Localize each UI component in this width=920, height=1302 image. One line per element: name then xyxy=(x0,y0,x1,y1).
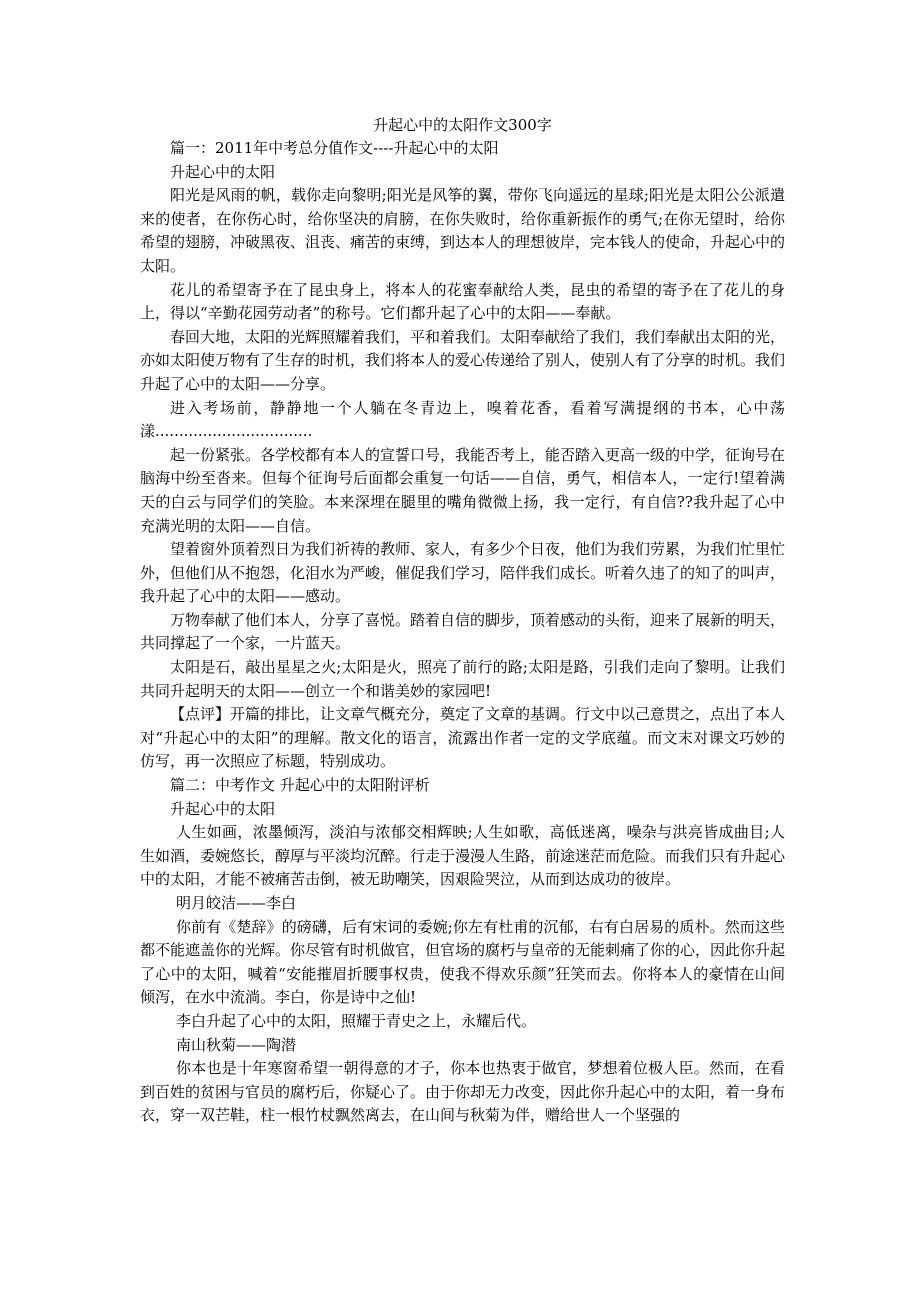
part1-heading: 篇一：2011年中考总分值作文----升起心中的太阳 xyxy=(170,139,499,157)
section-libai-paragraph: 你前有《楚辞》的磅礴，后有宋词的委婉;你左有杜甫的沉郁，右有白居易的质朴。然而这些都不能遮盖你的光辉。你尽管有时机做官，但官场的腐朽与皇帝的无能刺痛了你的心，因此你升起了心中的太阳，喊着“安能摧眉折腰事权贵，使我不得欢乐颜”狂笑而去。你将本人的豪情在山间倾泻，在水中流淌。李白，你是诗中之仙! xyxy=(140,917,786,1007)
part1-paragraph: 太阳是石，敲出星星之火;太阳是火，照亮了前行的路;太阳是路，引我们走向了黎明。让我们共同升起明天的太阳——创立一个和谐美妙的家园吧! xyxy=(140,658,785,700)
document-title: 升起心中的太阳作文300字 xyxy=(373,116,552,134)
part1-review: 【点评】开篇的排比，让文章气概充分，奠定了文章的基调。行文中以己意贯之，点出了本人对“升起心中的太阳”的理解。散文化的语言，流露出作者一定的文学底蕴。而文末对课文巧妙的仿写，再一次照应了标题，特别成功。 xyxy=(140,705,786,771)
section-taoqian-paragraph: 你本也是十年寒窗希望一朝得意的才子，你本也热衷于做官，梦想着位极人臣。然而，在看到百姓的贫困与官员的腐朽后，你疑心了。由于你却无力改变，因此你升起心中的太阳，着一身布衣，穿一双芒鞋，柱一根竹杖飘然离去，在山间与秋菊为伴，赠给世人一个坚强的 xyxy=(140,1059,786,1125)
part1-paragraph: 万物奉献了他们本人，分享了喜悦。踏着自信的脚步，顶着感动的头衔，迎来了展新的明天，共同撑起了一个家，一片蓝天。 xyxy=(140,610,786,653)
part1-paragraph: 花儿的希望寄予在了昆虫身上，将本人的花蜜奉献给人类，昆虫的希望的寄予在了花儿的身上，得以“辛勤花园劳动者”的称号。它们都升起了心中的太阳——奉献。 xyxy=(140,280,785,323)
section-title-libai: 明月皎洁——李白 xyxy=(176,894,297,912)
section-libai-paragraph: 李白升起了心中的太阳，照耀于青史之上，永耀后代。 xyxy=(176,1011,537,1030)
part1-paragraph: 起一份紧张。各学校都有本人的宣誓口号，我能否考上，能否踏入更高一级的中学，征询号在脑海中纷至沓来。但每个征询号后面都会重复一句话——自信，勇气，相信本人，一定行!望着满天的白云与同学们的笑脸。本来深埋在腿里的嘴角微微上扬，我一定行，有自信??我升起了心中充满光明的太阳——自信。 xyxy=(140,445,786,535)
part1-subtitle: 升起心中的太阳 xyxy=(170,162,276,181)
part1-paragraph: 望着窗外顶着烈日为我们祈祷的教师、家人，有多少个日夜，他们为我们劳累，为我们忙里忙外，但他们从不抱怨，化泪水为严峻，催促我们学习，陪伴我们成长。听着久违了的知了的叫声，我升起了心中的太阳——感动。 xyxy=(140,540,786,606)
part2-paragraph: 人生如画，浓墨倾泻，淡泊与浓郁交相辉映;人生如歌，高低迷离，噪杂与洪亮皆成曲目;人生如酒，委婉悠长，醇厚与平淡均沉醉。行走于漫漫人生路，前途迷茫而危险。而我们只有升起心中的太阳，才能不被痛苦击倒，被无助嘲笑，因艰险哭泣，从而到达成功的彼岸。 xyxy=(140,823,786,889)
part1-paragraph: 春回大地，太阳的光辉照耀着我们，平和着我们。太阳奉献给了我们，我们奉献出太阳的光，亦如太阳使万物有了生存的时机，我们将本人的爱心传递给了别人，使别人有了分享的时机。我们升起了心中的太阳——分享。 xyxy=(140,327,786,393)
document-page xyxy=(140,113,785,1128)
section-title-taoqian: 南山秋菊——陶潜 xyxy=(176,1035,297,1054)
part2-heading: 篇二：中考作文 升起心中的太阳附评析 xyxy=(170,776,430,795)
part1-paragraph: 阳光是风雨的帆，载你走向黎明;阳光是风筝的翼，带你飞向遥远的星球;阳光是太阳公公派遣来的使者，在你伤心时，给你坚决的肩膀，在你失败时，给你重新振作的勇气;在你无望时，给你希望的翅膀，冲破黑夜、沮丧、痛苦的束缚，到达本人的理想彼岸，完本钱人的使命，升起心中的太阳。 xyxy=(140,186,786,275)
part1-paragraph: 进入考场前，静静地一个人躺在冬青边上，嗅着花香，看着写满提纲的书本，心中荡漾................................. xyxy=(140,398,785,441)
part2-subtitle: 升起心中的太阳 xyxy=(170,799,276,818)
